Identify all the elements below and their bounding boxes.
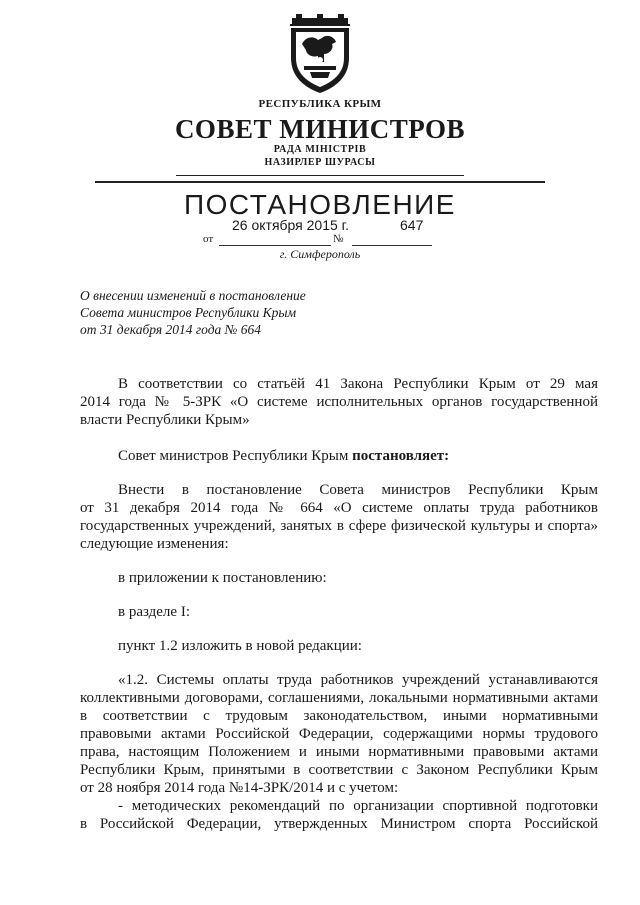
body-line: власти Республики Крым» bbox=[80, 412, 250, 428]
city: г. Симферополь bbox=[279, 247, 361, 261]
body-line: Внести в постановление Совета министров Республики Крым bbox=[118, 482, 598, 498]
council-name: СОВЕТ МИНИСТРОВ bbox=[174, 114, 466, 144]
decree-date: 26 октября 2015 г. bbox=[232, 217, 349, 233]
subject-line: Совета министров Республики Крым bbox=[80, 305, 297, 320]
header-divider-thin bbox=[176, 175, 464, 176]
body-line: правовыми актами Российской Федерации, содержащими нормы трудового bbox=[80, 726, 598, 742]
date-underline bbox=[219, 245, 331, 246]
resolution-statement bbox=[118, 447, 598, 465]
body-line: в Российской Федерации, утвержденных Министром спорта Российской bbox=[80, 816, 598, 832]
republic-name: РЕСПУБЛИКА КРЫМ bbox=[258, 98, 382, 110]
body-line: от 28 ноября 2014 года №14-ЗРК/2014 и с учетом: bbox=[80, 780, 399, 796]
resolution-text: Совет министров Республики Крым bbox=[118, 448, 353, 464]
body-line: государственных учреждений, занятых в сфере физической культуры и спорта» bbox=[80, 518, 598, 534]
council-name-crimean-tatar: НАЗИРЛЕР ШУРАСЫ bbox=[264, 157, 376, 168]
body-line: в соответствии с трудовым законодательством, иными нормативными bbox=[80, 708, 598, 724]
date-label: от bbox=[203, 233, 214, 245]
body-line: Республики Крым, принятыми в соответствии с Законом Республики Крым bbox=[80, 762, 598, 778]
number-underline bbox=[352, 245, 432, 246]
body-line: от 31 декабря 2014 года № 664 «О системе оплаты труда работников bbox=[80, 500, 598, 516]
resolution-keyword: постановляет: bbox=[352, 448, 450, 464]
number-label: № bbox=[333, 233, 344, 245]
subject-line: О внесении изменений в постановление bbox=[80, 288, 306, 303]
body-line: коллективными договорами, соглашениями, локальными нормативными актами bbox=[80, 690, 598, 706]
subject-line: от 31 декабря 2014 года № 664 bbox=[80, 322, 261, 337]
document-title: ПОСТАНОВЛЕНИЕ bbox=[184, 189, 456, 220]
body-line: В соответствии со статьёй 41 Закона Республики Крым от 29 мая bbox=[118, 376, 598, 392]
council-name-ukrainian: РАДА МІНІСТРІВ bbox=[273, 144, 367, 155]
header-divider-thick bbox=[95, 181, 545, 183]
decree-number: 647 bbox=[400, 217, 424, 233]
body-line: в приложении к постановлению: bbox=[118, 570, 327, 586]
body-line: пункт 1.2 изложить в новой редакции: bbox=[118, 638, 362, 654]
body-line: права, настоящим Положением и иными нормативными правовыми актами bbox=[80, 744, 598, 760]
body-line: «1.2. Системы оплаты труда работников учреждений устанавливаются bbox=[118, 672, 598, 688]
coat-of-arms-icon bbox=[288, 14, 352, 94]
body-line: - методических рекомендаций по организации спортивной подготовки bbox=[118, 798, 598, 814]
body-line: 2014 года № 5-ЗРК «О системе исполнительных органов государственной bbox=[80, 394, 598, 410]
body-line: следующие изменения: bbox=[80, 536, 229, 552]
body-line: в разделе I: bbox=[118, 604, 190, 620]
